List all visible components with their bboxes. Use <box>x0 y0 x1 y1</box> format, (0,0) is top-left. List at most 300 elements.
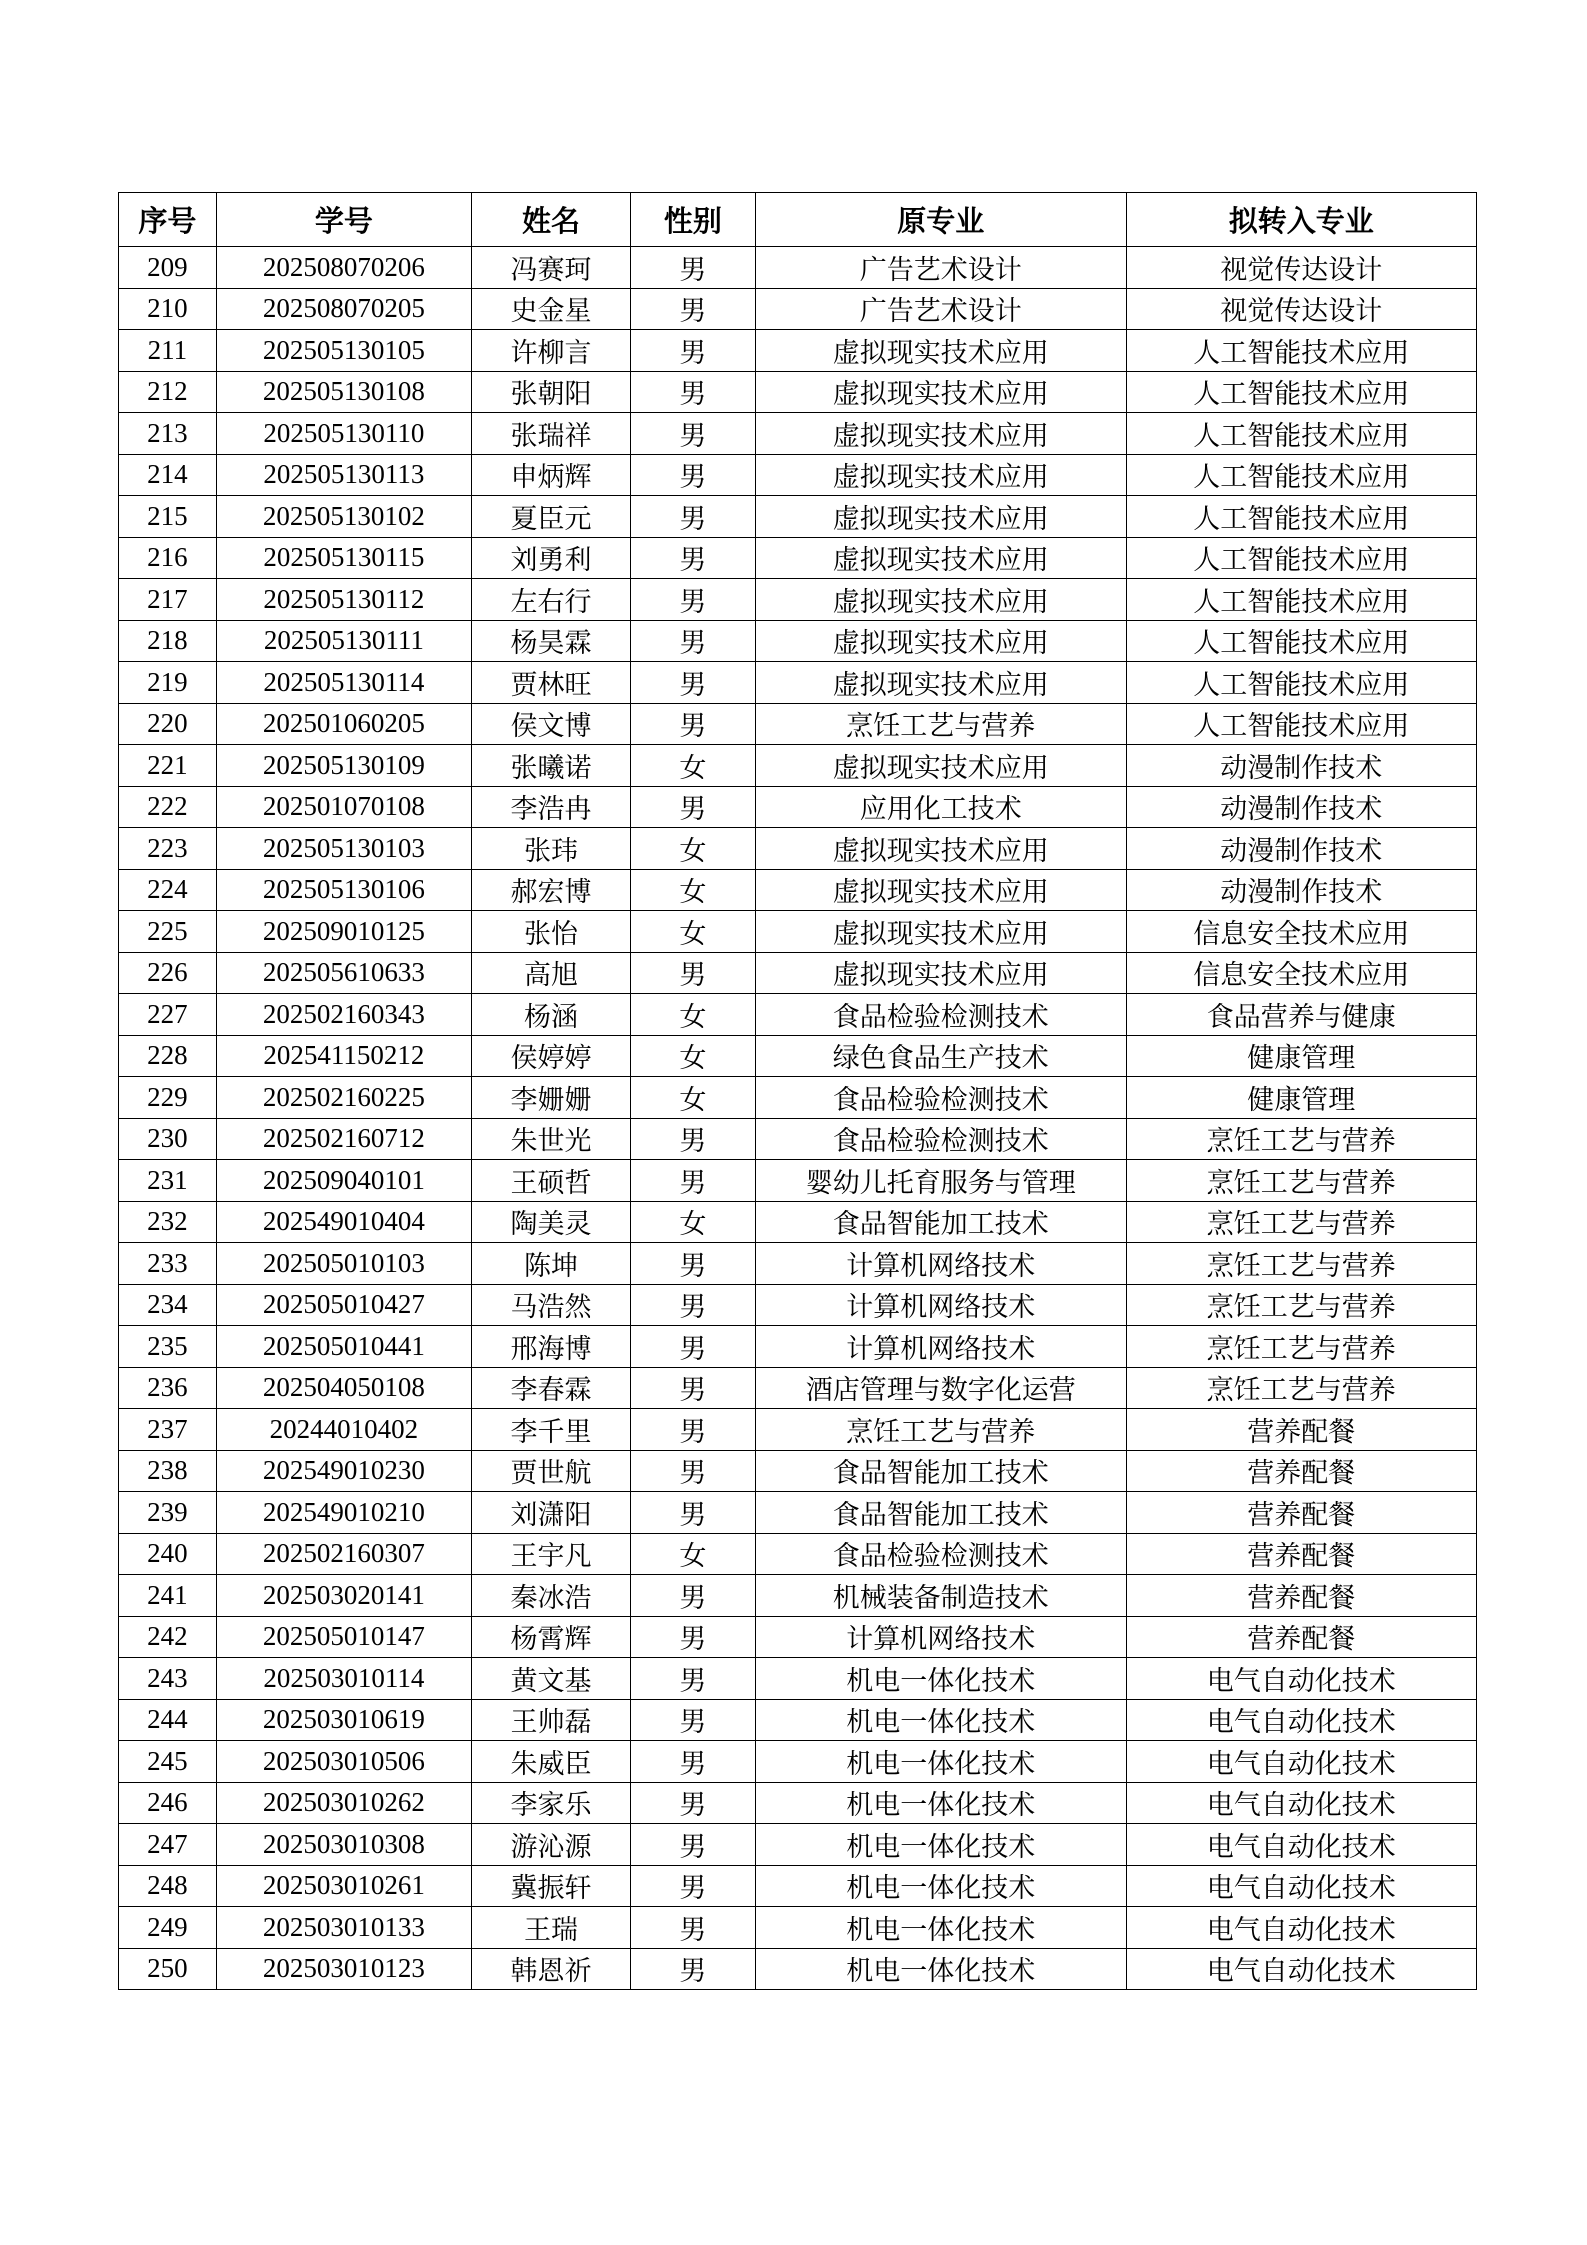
cell-original-major: 计算机网络技术 <box>755 1284 1126 1326</box>
cell-name: 侯文博 <box>472 703 631 745</box>
cell-target-major: 健康管理 <box>1126 1035 1476 1077</box>
cell-seq: 236 <box>119 1367 217 1409</box>
cell-original-major: 广告艺术设计 <box>755 288 1126 330</box>
cell-target-major: 烹饪工艺与营养 <box>1126 1326 1476 1368</box>
cell-name: 刘勇利 <box>472 537 631 579</box>
cell-name: 杨涵 <box>472 994 631 1036</box>
cell-original-major: 食品检验检测技术 <box>755 994 1126 1036</box>
cell-target-major: 人工智能技术应用 <box>1126 537 1476 579</box>
cell-seq: 210 <box>119 288 217 330</box>
cell-name: 朱威臣 <box>472 1741 631 1783</box>
cell-student-id: 202505130110 <box>216 413 471 455</box>
table-row <box>119 247 1477 289</box>
cell-gender: 男 <box>630 1492 755 1534</box>
cell-gender: 男 <box>630 1575 755 1617</box>
cell-gender: 男 <box>630 1450 755 1492</box>
cell-student-id: 202549010210 <box>216 1492 471 1534</box>
cell-name: 王宇凡 <box>472 1533 631 1575</box>
cell-seq: 220 <box>119 703 217 745</box>
cell-name: 游沁源 <box>472 1824 631 1866</box>
table-row <box>119 1824 1477 1866</box>
cell-gender: 男 <box>630 1367 755 1409</box>
cell-gender: 女 <box>630 828 755 870</box>
cell-gender: 男 <box>630 620 755 662</box>
cell-seq: 219 <box>119 662 217 704</box>
cell-student-id: 202505130113 <box>216 454 471 496</box>
cell-gender: 男 <box>630 952 755 994</box>
table-row <box>119 1492 1477 1534</box>
cell-student-id: 202502160712 <box>216 1118 471 1160</box>
cell-target-major: 烹饪工艺与营养 <box>1126 1160 1476 1202</box>
col-header-gender: 性别 <box>630 193 755 247</box>
cell-seq: 222 <box>119 786 217 828</box>
cell-student-id: 202505130108 <box>216 371 471 413</box>
table-row <box>119 745 1477 787</box>
cell-student-id: 202508070206 <box>216 247 471 289</box>
cell-original-major: 烹饪工艺与营养 <box>755 1409 1126 1451</box>
cell-name: 张玮 <box>472 828 631 870</box>
cell-gender: 女 <box>630 1533 755 1575</box>
cell-student-id: 202503010133 <box>216 1907 471 1949</box>
cell-seq: 223 <box>119 828 217 870</box>
cell-seq: 209 <box>119 247 217 289</box>
cell-seq: 249 <box>119 1907 217 1949</box>
cell-name: 杨霄辉 <box>472 1616 631 1658</box>
cell-name: 张朝阳 <box>472 371 631 413</box>
cell-name: 冯赛珂 <box>472 247 631 289</box>
cell-name: 侯婷婷 <box>472 1035 631 1077</box>
table-row <box>119 1284 1477 1326</box>
cell-name: 陈坤 <box>472 1243 631 1285</box>
cell-target-major: 电气自动化技术 <box>1126 1907 1476 1949</box>
cell-original-major: 计算机网络技术 <box>755 1616 1126 1658</box>
cell-seq: 218 <box>119 620 217 662</box>
cell-original-major: 虚拟现实技术应用 <box>755 662 1126 704</box>
cell-original-major: 虚拟现实技术应用 <box>755 371 1126 413</box>
cell-gender: 男 <box>630 1243 755 1285</box>
header-row <box>119 193 1477 247</box>
col-header-seq: 序号 <box>119 193 217 247</box>
cell-original-major: 食品智能加工技术 <box>755 1492 1126 1534</box>
cell-target-major: 人工智能技术应用 <box>1126 662 1476 704</box>
cell-gender: 男 <box>630 1824 755 1866</box>
cell-gender: 男 <box>630 1616 755 1658</box>
table-row <box>119 371 1477 413</box>
cell-original-major: 机电一体化技术 <box>755 1658 1126 1700</box>
cell-name: 夏臣元 <box>472 496 631 538</box>
cell-target-major: 营养配餐 <box>1126 1409 1476 1451</box>
col-header-original-major: 原专业 <box>755 193 1126 247</box>
cell-name: 秦冰浩 <box>472 1575 631 1617</box>
cell-student-id: 202501060205 <box>216 703 471 745</box>
cell-student-id: 202503010619 <box>216 1699 471 1741</box>
table-header <box>119 193 1477 247</box>
cell-seq: 237 <box>119 1409 217 1451</box>
table-row <box>119 1741 1477 1783</box>
cell-gender: 男 <box>630 1658 755 1700</box>
cell-target-major: 电气自动化技术 <box>1126 1948 1476 1990</box>
cell-target-major: 人工智能技术应用 <box>1126 371 1476 413</box>
cell-student-id: 202508070205 <box>216 288 471 330</box>
cell-target-major: 人工智能技术应用 <box>1126 579 1476 621</box>
cell-gender: 男 <box>630 330 755 372</box>
cell-original-major: 机电一体化技术 <box>755 1907 1126 1949</box>
cell-original-major: 食品检验检测技术 <box>755 1077 1126 1119</box>
cell-seq: 245 <box>119 1741 217 1783</box>
cell-seq: 246 <box>119 1782 217 1824</box>
cell-seq: 250 <box>119 1948 217 1990</box>
cell-student-id: 202505010427 <box>216 1284 471 1326</box>
table-row <box>119 1450 1477 1492</box>
cell-target-major: 动漫制作技术 <box>1126 869 1476 911</box>
student-transfer-table <box>118 192 1477 1990</box>
cell-name: 邢海博 <box>472 1326 631 1368</box>
cell-seq: 244 <box>119 1699 217 1741</box>
cell-target-major: 烹饪工艺与营养 <box>1126 1118 1476 1160</box>
cell-student-id: 202503010114 <box>216 1658 471 1700</box>
cell-seq: 215 <box>119 496 217 538</box>
cell-seq: 229 <box>119 1077 217 1119</box>
cell-gender: 男 <box>630 1699 755 1741</box>
cell-target-major: 动漫制作技术 <box>1126 828 1476 870</box>
cell-seq: 239 <box>119 1492 217 1534</box>
table-row <box>119 454 1477 496</box>
table-row <box>119 1367 1477 1409</box>
table-row <box>119 579 1477 621</box>
cell-seq: 241 <box>119 1575 217 1617</box>
cell-student-id: 202505130105 <box>216 330 471 372</box>
cell-seq: 247 <box>119 1824 217 1866</box>
cell-original-major: 食品智能加工技术 <box>755 1450 1126 1492</box>
cell-target-major: 动漫制作技术 <box>1126 745 1476 787</box>
cell-name: 史金星 <box>472 288 631 330</box>
cell-student-id: 202502160225 <box>216 1077 471 1119</box>
table-row <box>119 1658 1477 1700</box>
cell-original-major: 烹饪工艺与营养 <box>755 703 1126 745</box>
cell-name: 张怡 <box>472 911 631 953</box>
cell-student-id: 202502160343 <box>216 994 471 1036</box>
cell-gender: 女 <box>630 745 755 787</box>
cell-name: 张曦诺 <box>472 745 631 787</box>
cell-target-major: 烹饪工艺与营养 <box>1126 1243 1476 1285</box>
cell-original-major: 机电一体化技术 <box>755 1948 1126 1990</box>
cell-gender: 女 <box>630 869 755 911</box>
cell-gender: 男 <box>630 371 755 413</box>
cell-seq: 212 <box>119 371 217 413</box>
cell-seq: 217 <box>119 579 217 621</box>
cell-gender: 女 <box>630 994 755 1036</box>
cell-seq: 213 <box>119 413 217 455</box>
table-row <box>119 703 1477 745</box>
cell-gender: 男 <box>630 703 755 745</box>
cell-name: 朱世光 <box>472 1118 631 1160</box>
cell-gender: 男 <box>630 1907 755 1949</box>
cell-seq: 214 <box>119 454 217 496</box>
cell-original-major: 虚拟现实技术应用 <box>755 413 1126 455</box>
cell-gender: 女 <box>630 1201 755 1243</box>
table-row <box>119 1077 1477 1119</box>
cell-target-major: 信息安全技术应用 <box>1126 911 1476 953</box>
table-row <box>119 1243 1477 1285</box>
cell-target-major: 信息安全技术应用 <box>1126 952 1476 994</box>
cell-name: 李春霖 <box>472 1367 631 1409</box>
cell-gender: 男 <box>630 1160 755 1202</box>
cell-student-id: 202541150212 <box>216 1035 471 1077</box>
cell-seq: 240 <box>119 1533 217 1575</box>
cell-target-major: 营养配餐 <box>1126 1450 1476 1492</box>
cell-student-id: 202502160307 <box>216 1533 471 1575</box>
cell-student-id: 202505130109 <box>216 745 471 787</box>
col-header-student-id: 学号 <box>216 193 471 247</box>
cell-seq: 232 <box>119 1201 217 1243</box>
cell-original-major: 虚拟现实技术应用 <box>755 620 1126 662</box>
cell-target-major: 人工智能技术应用 <box>1126 330 1476 372</box>
table-row <box>119 1699 1477 1741</box>
table-row <box>119 1865 1477 1907</box>
cell-student-id: 202505010147 <box>216 1616 471 1658</box>
cell-target-major: 电气自动化技术 <box>1126 1782 1476 1824</box>
cell-seq: 216 <box>119 537 217 579</box>
col-header-target-major: 拟转入专业 <box>1126 193 1476 247</box>
cell-gender: 男 <box>630 496 755 538</box>
cell-name: 张瑞祥 <box>472 413 631 455</box>
cell-student-id: 202505130112 <box>216 579 471 621</box>
cell-gender: 男 <box>630 1865 755 1907</box>
cell-original-major: 机电一体化技术 <box>755 1699 1126 1741</box>
cell-student-id: 20244010402 <box>216 1409 471 1451</box>
table-row <box>119 1533 1477 1575</box>
cell-target-major: 烹饪工艺与营养 <box>1126 1284 1476 1326</box>
cell-target-major: 人工智能技术应用 <box>1126 413 1476 455</box>
cell-gender: 男 <box>630 1118 755 1160</box>
cell-student-id: 202505130103 <box>216 828 471 870</box>
cell-seq: 234 <box>119 1284 217 1326</box>
cell-original-major: 食品检验检测技术 <box>755 1533 1126 1575</box>
cell-student-id: 202503010123 <box>216 1948 471 1990</box>
cell-student-id: 202505130114 <box>216 662 471 704</box>
cell-seq: 224 <box>119 869 217 911</box>
cell-name: 王硕哲 <box>472 1160 631 1202</box>
cell-gender: 男 <box>630 579 755 621</box>
cell-student-id: 202505130102 <box>216 496 471 538</box>
cell-target-major: 电气自动化技术 <box>1126 1824 1476 1866</box>
cell-target-major: 营养配餐 <box>1126 1616 1476 1658</box>
cell-student-id: 202509040101 <box>216 1160 471 1202</box>
cell-gender: 男 <box>630 288 755 330</box>
cell-name: 申炳辉 <box>472 454 631 496</box>
cell-name: 贾林旺 <box>472 662 631 704</box>
cell-target-major: 食品营养与健康 <box>1126 994 1476 1036</box>
cell-student-id: 202503010261 <box>216 1865 471 1907</box>
cell-original-major: 绿色食品生产技术 <box>755 1035 1126 1077</box>
cell-target-major: 电气自动化技术 <box>1126 1699 1476 1741</box>
cell-original-major: 虚拟现实技术应用 <box>755 745 1126 787</box>
cell-student-id: 202503020141 <box>216 1575 471 1617</box>
table-row <box>119 1201 1477 1243</box>
cell-name: 李家乐 <box>472 1782 631 1824</box>
cell-original-major: 食品检验检测技术 <box>755 1118 1126 1160</box>
cell-name: 王帅磊 <box>472 1699 631 1741</box>
cell-original-major: 酒店管理与数字化运营 <box>755 1367 1126 1409</box>
cell-name: 刘潇阳 <box>472 1492 631 1534</box>
cell-target-major: 人工智能技术应用 <box>1126 703 1476 745</box>
cell-original-major: 虚拟现实技术应用 <box>755 579 1126 621</box>
table-row <box>119 1616 1477 1658</box>
table-row <box>119 786 1477 828</box>
cell-original-major: 计算机网络技术 <box>755 1243 1126 1285</box>
cell-name: 陶美灵 <box>472 1201 631 1243</box>
cell-name: 郝宏博 <box>472 869 631 911</box>
cell-target-major: 电气自动化技术 <box>1126 1741 1476 1783</box>
cell-student-id: 202504050108 <box>216 1367 471 1409</box>
table-row <box>119 1160 1477 1202</box>
cell-original-major: 计算机网络技术 <box>755 1326 1126 1368</box>
cell-gender: 男 <box>630 1326 755 1368</box>
cell-gender: 男 <box>630 1782 755 1824</box>
cell-original-major: 虚拟现实技术应用 <box>755 537 1126 579</box>
cell-seq: 231 <box>119 1160 217 1202</box>
cell-name: 李千里 <box>472 1409 631 1451</box>
cell-original-major: 虚拟现实技术应用 <box>755 952 1126 994</box>
table-row <box>119 1035 1477 1077</box>
cell-student-id: 202503010262 <box>216 1782 471 1824</box>
table-row <box>119 413 1477 455</box>
cell-target-major: 电气自动化技术 <box>1126 1658 1476 1700</box>
cell-name: 马浩然 <box>472 1284 631 1326</box>
table-row <box>119 1118 1477 1160</box>
col-header-name: 姓名 <box>472 193 631 247</box>
cell-original-major: 虚拟现实技术应用 <box>755 496 1126 538</box>
cell-student-id: 202505130111 <box>216 620 471 662</box>
cell-seq: 225 <box>119 911 217 953</box>
cell-original-major: 机械装备制造技术 <box>755 1575 1126 1617</box>
cell-seq: 227 <box>119 994 217 1036</box>
cell-target-major: 人工智能技术应用 <box>1126 620 1476 662</box>
cell-target-major: 营养配餐 <box>1126 1533 1476 1575</box>
cell-student-id: 202505130106 <box>216 869 471 911</box>
cell-gender: 男 <box>630 786 755 828</box>
cell-gender: 男 <box>630 1409 755 1451</box>
cell-original-major: 虚拟现实技术应用 <box>755 330 1126 372</box>
cell-original-major: 应用化工技术 <box>755 786 1126 828</box>
cell-gender: 男 <box>630 1284 755 1326</box>
table-row <box>119 911 1477 953</box>
table-row <box>119 1782 1477 1824</box>
cell-name: 李浩冉 <box>472 786 631 828</box>
cell-seq: 221 <box>119 745 217 787</box>
table-row <box>119 1575 1477 1617</box>
cell-target-major: 烹饪工艺与营养 <box>1126 1367 1476 1409</box>
cell-target-major: 动漫制作技术 <box>1126 786 1476 828</box>
cell-target-major: 视觉传达设计 <box>1126 247 1476 289</box>
cell-name: 杨昊霖 <box>472 620 631 662</box>
table-row <box>119 952 1477 994</box>
cell-name: 左右行 <box>472 579 631 621</box>
cell-target-major: 营养配餐 <box>1126 1575 1476 1617</box>
cell-seq: 235 <box>119 1326 217 1368</box>
table-row <box>119 496 1477 538</box>
cell-original-major: 机电一体化技术 <box>755 1782 1126 1824</box>
cell-name: 许柳言 <box>472 330 631 372</box>
cell-name: 黄文基 <box>472 1658 631 1700</box>
cell-original-major: 虚拟现实技术应用 <box>755 454 1126 496</box>
cell-student-id: 202505610633 <box>216 952 471 994</box>
cell-gender: 女 <box>630 911 755 953</box>
cell-gender: 女 <box>630 1035 755 1077</box>
cell-seq: 242 <box>119 1616 217 1658</box>
table-row <box>119 994 1477 1036</box>
cell-seq: 248 <box>119 1865 217 1907</box>
cell-original-major: 虚拟现实技术应用 <box>755 828 1126 870</box>
cell-original-major: 机电一体化技术 <box>755 1741 1126 1783</box>
cell-gender: 男 <box>630 662 755 704</box>
cell-gender: 男 <box>630 454 755 496</box>
cell-student-id: 202503010506 <box>216 1741 471 1783</box>
cell-original-major: 虚拟现实技术应用 <box>755 869 1126 911</box>
cell-name: 李姗姗 <box>472 1077 631 1119</box>
cell-seq: 211 <box>119 330 217 372</box>
table-row <box>119 1326 1477 1368</box>
cell-target-major: 人工智能技术应用 <box>1126 454 1476 496</box>
cell-name: 王瑞 <box>472 1907 631 1949</box>
cell-target-major: 营养配餐 <box>1126 1492 1476 1534</box>
table-row <box>119 662 1477 704</box>
table-row <box>119 330 1477 372</box>
cell-student-id: 202549010404 <box>216 1201 471 1243</box>
table-row <box>119 288 1477 330</box>
cell-student-id: 202509010125 <box>216 911 471 953</box>
cell-name: 高旭 <box>472 952 631 994</box>
cell-original-major: 虚拟现实技术应用 <box>755 911 1126 953</box>
cell-gender: 男 <box>630 1948 755 1990</box>
cell-original-major: 机电一体化技术 <box>755 1824 1126 1866</box>
table-row <box>119 620 1477 662</box>
cell-target-major: 健康管理 <box>1126 1077 1476 1119</box>
cell-target-major: 人工智能技术应用 <box>1126 496 1476 538</box>
table-body <box>119 247 1477 1990</box>
cell-student-id: 202505010441 <box>216 1326 471 1368</box>
cell-seq: 238 <box>119 1450 217 1492</box>
cell-target-major: 电气自动化技术 <box>1126 1865 1476 1907</box>
cell-student-id: 202505010103 <box>216 1243 471 1285</box>
cell-name: 冀振轩 <box>472 1865 631 1907</box>
cell-name: 贾世航 <box>472 1450 631 1492</box>
cell-gender: 男 <box>630 1741 755 1783</box>
cell-seq: 226 <box>119 952 217 994</box>
cell-original-major: 婴幼儿托育服务与管理 <box>755 1160 1126 1202</box>
table-row <box>119 828 1477 870</box>
cell-gender: 女 <box>630 1077 755 1119</box>
cell-name: 韩恩祈 <box>472 1948 631 1990</box>
cell-seq: 230 <box>119 1118 217 1160</box>
table-row <box>119 537 1477 579</box>
cell-original-major: 机电一体化技术 <box>755 1865 1126 1907</box>
table-row <box>119 869 1477 911</box>
table-row <box>119 1907 1477 1949</box>
cell-original-major: 广告艺术设计 <box>755 247 1126 289</box>
cell-original-major: 食品智能加工技术 <box>755 1201 1126 1243</box>
cell-seq: 233 <box>119 1243 217 1285</box>
cell-student-id: 202501070108 <box>216 786 471 828</box>
cell-gender: 男 <box>630 247 755 289</box>
cell-target-major: 视觉传达设计 <box>1126 288 1476 330</box>
table-row <box>119 1409 1477 1451</box>
cell-seq: 243 <box>119 1658 217 1700</box>
cell-seq: 228 <box>119 1035 217 1077</box>
cell-target-major: 烹饪工艺与营养 <box>1126 1201 1476 1243</box>
cell-gender: 男 <box>630 537 755 579</box>
cell-student-id: 202505130115 <box>216 537 471 579</box>
